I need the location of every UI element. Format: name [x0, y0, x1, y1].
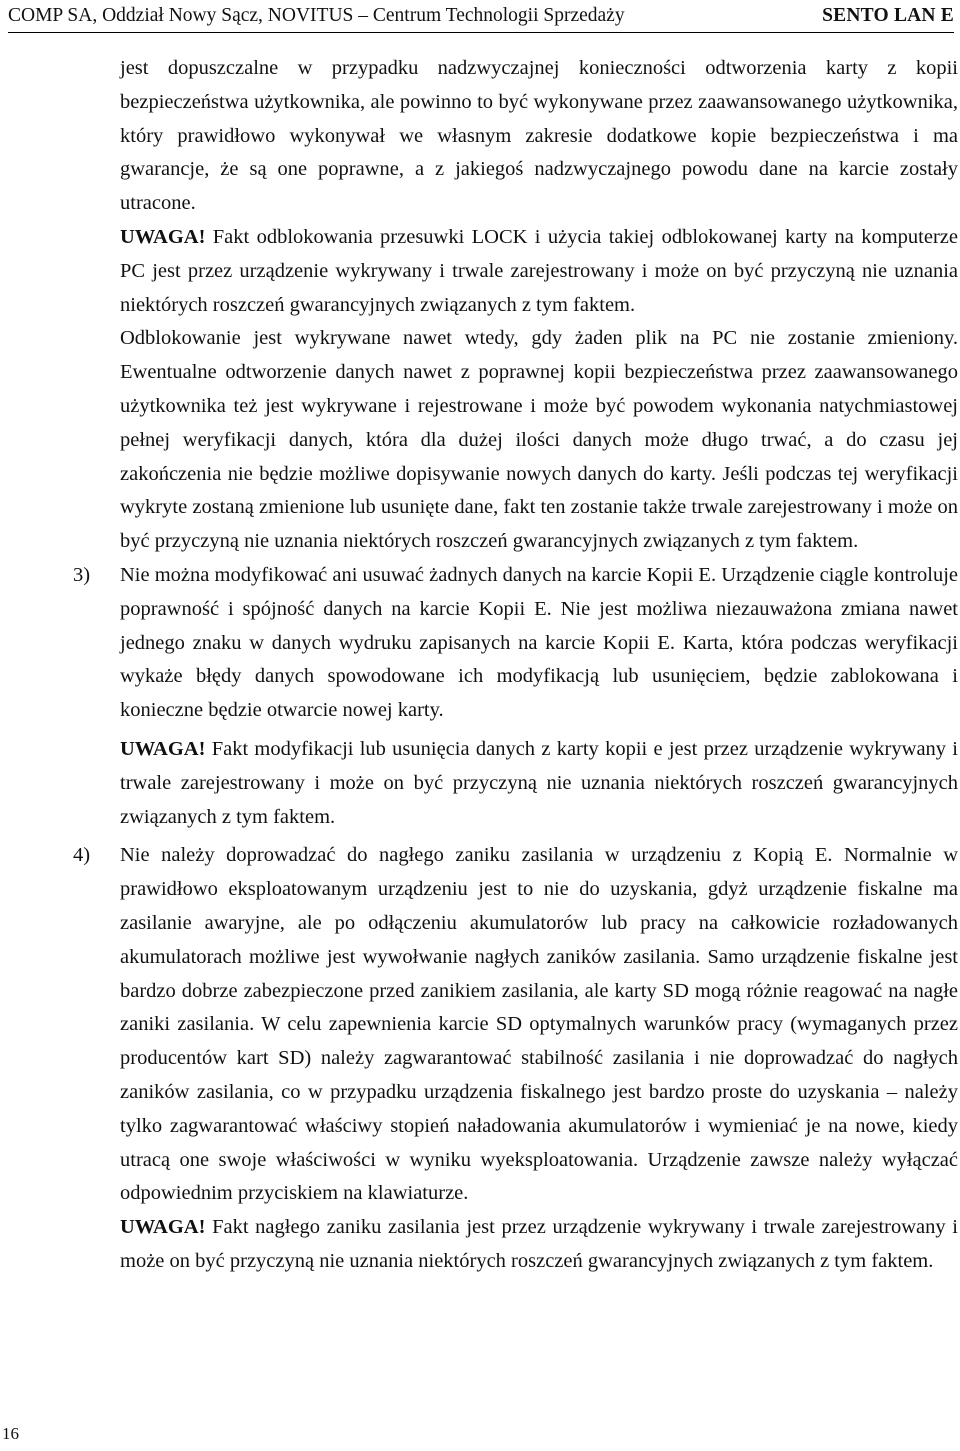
warning-paragraph-lock [120, 221, 958, 322]
warning-label: UWAGA! [120, 225, 206, 248]
warning-text: Fakt nagłego zaniku zasilania jest przez urządzenie wykrywany i trwale zarejestrowany i może on być przyczyną nie uznania niektórych roszczeń gwarancyjnych związanych z tym faktem. [120, 1216, 958, 1272]
document-body [73, 52, 958, 1279]
list-item-3 [73, 559, 958, 834]
list-item-text: Nie należy doprowadzać do nagłego zaniku zasilania w urządzeniu z Kopią E. Normalnie w prawidłowo eksploatowanym urządzeniu jest to nie do uzyskania, gdyż urządzenie fiskalne ma zasilanie awaryjne, ale po odłączeniu akumulatorów lub pracy na całkowicie rozładowanych akumulatorach możliwe jest wywołwanie nagłych zaników zasilania. Samo urządzenie fiskalne jest bardzo dobrze zabezpieczone przed zanikiem zasilania, ale karty SD mogą różnie reagować na nagłe zaniki zasilania. W celu zapewnienia karcie SD optymalnych warunków pracy (wymaganych przez producentów kart SD) należy zagwarantować stabilność zasilania i nie doprowadzać do nagłych zaników zasilania, co w przypadku urządzenia fiskalnego jest bardzo proste do uzyskania – należy tylko zagwarantować właściwy stopień naładowania akumulatorów i wymieniać je na nowe, kiedy utracą one swoje właściwości w wyniku wyeksploatowania. Urządzenie zawsze należy wyłączać odpowiednim przyciskiem na klawiaturze. [120, 844, 958, 1205]
warning-text: Fakt modyfikacji lub usunięcia danych z karty kopii e jest przez urządzenie wykrywany i trwale zarejestrowany i może on być przyczyną nie uznania niektórych roszczeń gwarancyjnych związanych z tym faktem. [120, 737, 958, 828]
warning-paragraph-modification [120, 733, 958, 834]
list-item-number: 3) [73, 563, 91, 586]
paragraph-unlock-detection: Odblokowanie jest wykrywane nawet wtedy, gdy żaden plik na PC nie zostanie zmieniony. Ewentualne odtworzenie danych nawet z poprawnej kopii bezpieczeństwa przez zaawansowanego użytkownika też jest wykrywane i rejestrowane i może być powodem wykonania natychmiastowej pełnej weryfikacji danych, która dla dużej ilości danych może długo trwać, a do czasu jej zakończenia nie będzie możliwe dopisywanie nowych danych do karty. Jeśli podczas tej weryfikacji wykryte zostaną zmienione lub usunięte dane, fakt ten zostanie także trwale zarejestrowany i może on być przyczyną nie uznania niektórych roszczeń gwarancyjnych związanych z tym faktem. [120, 327, 958, 553]
list-item-number: 4) [73, 844, 91, 867]
page-number: 16 [2, 1424, 19, 1443]
warning-label: UWAGA! [120, 1216, 206, 1239]
list-item-text: Nie można modyfikować ani usuwać żadnych danych na karcie Kopii E. Urządzenie ciągle kontroluje poprawność i spójność danych na karcie Kopii E. Nie jest możliwa niezauważona zmiana nawet jednego znaku w danych wydruku zapisanych na karcie Kopii E. Karta, która podczas weryfikacji wykaże błędy danych spowodowane ich modyfikacją lub usunięciem, będzie zablokowana i konieczne będzie otwarcie nowej karty. [120, 563, 958, 722]
header-company: COMP SA, Oddział Nowy Sącz, NOVITUS – Centrum Technologii Sprzedaży [8, 5, 625, 27]
list-item-4 [73, 839, 958, 1278]
warning-text: Fakt odblokowania przesuwki LOCK i użycia takiej odblokowanej karty na komputerze PC jest przez urządzenie wykrywany i trwale zarejestrowany i może on być przyczyną nie uznania niektórych roszczeń gwarancyjnych związanych z tym faktem. [120, 225, 958, 316]
paragraph-continuation: jest dopuszczalne w przypadku nadzwyczajnej konieczności odtworzenia karty z kopii bezpieczeństwa użytkownika, ale powinno to być wykonywane przez zaawansowanego użytkownika, który prawidłowo wykonywał we własnym zakresie dodatkowe kopie bezpieczeństwa i ma gwarancje, że są one poprawne, a z jakiegoś nadzwyczajnego powodu dane na karcie zostały utracone. [120, 57, 958, 215]
warning-label: UWAGA! [120, 737, 206, 760]
page-header [8, 0, 954, 33]
warning-paragraph-power-loss [120, 1211, 958, 1279]
header-product: SENTO LAN E [822, 5, 954, 27]
